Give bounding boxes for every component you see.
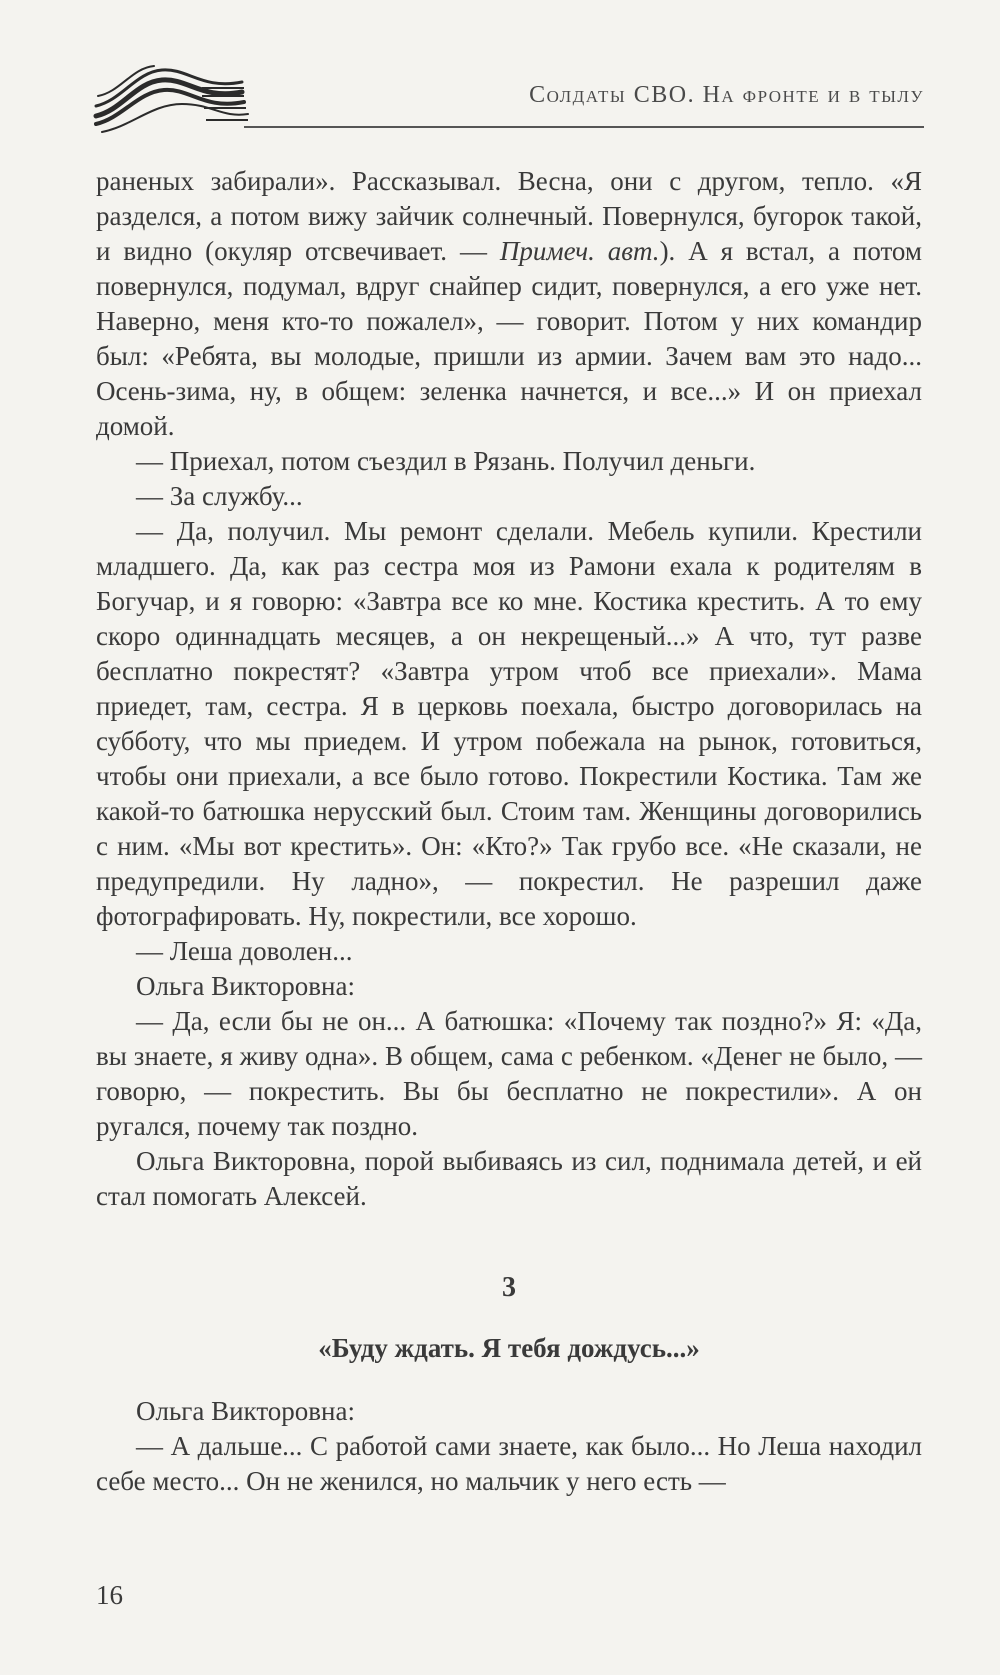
paragraph-1 (96, 164, 922, 444)
running-title: Солдаты СВО. На фронте и в тылу (529, 82, 924, 108)
body-text (96, 164, 922, 1499)
paragraph-8: Ольга Викторовна, порой выбиваясь из сил, поднимала детей, и ей стал помогать Алексей. (96, 1146, 922, 1211)
page-number: 16 (96, 1580, 123, 1610)
paragraph-10: — А дальше... С работой сами знаете, как было... Но Леша находил себе место... Он не женился, но мальчик у него есть — (96, 1431, 922, 1496)
header-rule (244, 126, 924, 128)
paragraph-7: — Да, если бы не он... А батюшка: «Почему так поздно?» Я: «Да, вы знаете, я живу одна». В общем, сама с ребенком. «Денег не было, — говорю, — покрестить. Вы бы бесплатно не покрестили». А он ругался, почему так поздно. (96, 1006, 922, 1141)
paragraph-6: Ольга Викторовна: (136, 971, 355, 1001)
paragraph-2: — Приехал, потом съездил в Рязань. Получил деньги. (136, 446, 756, 476)
paragraph-4: — Да, получил. Мы ремонт сделали. Мебель купили. Крестили младшего. Да, как раз сестра моя из Рамони ехала к родителям в Богучар, и я говорю: «Завтра все ко мне. Костика крестить. А то ему скоро одиннадцать месяцев, а он некрещеный...» А что, тут разве бесплатно покрестят? «Завтра утром чтоб все приехали». Мама приедет, там, сестра. Я в церковь поехала, быстро договорилась на субботу, что мы приедем. И утром побежала на рынок, готовиться, чтобы они приехали, а все было готово. Покрестили Костика. Там же какой-то батюшка нерусский был. Стоим там. Женщины договорились с ним. «Мы вот крестить». Он: «Кто?» Так грубо все. «Не сказали, не предупредили. Ну ладно», — покрестил. Не разрешил даже фотографировать. Ну, покрестили, все хорошо. (96, 516, 922, 931)
paragraph-3: — За службу... (136, 481, 303, 511)
chapter-number: 3 (502, 1272, 516, 1303)
paragraph-1-tail: ). А я встал, а потом повернулся, подумал, вдруг снайпер сидит, повернулся, а его уже нет. Наверно, меня кто-то пожалел», — говорит. Потом у них командир был: «Ребята, вы молодые, пришли из армии. Зачем вам это надо... Осень-зима, ну, в общем: зеленка начнется, и все...» И он приехал домой. (96, 236, 922, 441)
paragraph-5: — Леша доволен... (136, 936, 353, 966)
paragraph-1-text: раненых забирали». Рассказывал. Весна, они с другом, тепло. «Я разделся, а потом вижу зайчик солнечный. Повернулся, бугорок такой, и видно (окуляр отсвечивает. — (96, 166, 922, 266)
waving-flag-icon (92, 62, 252, 134)
chapter-title: «Буду ждать. Я тебя дождусь...» (318, 1333, 700, 1363)
paragraph-9: Ольга Викторовна: (136, 1396, 355, 1426)
running-header (92, 62, 924, 136)
author-note: Примеч. авт. (499, 236, 660, 266)
